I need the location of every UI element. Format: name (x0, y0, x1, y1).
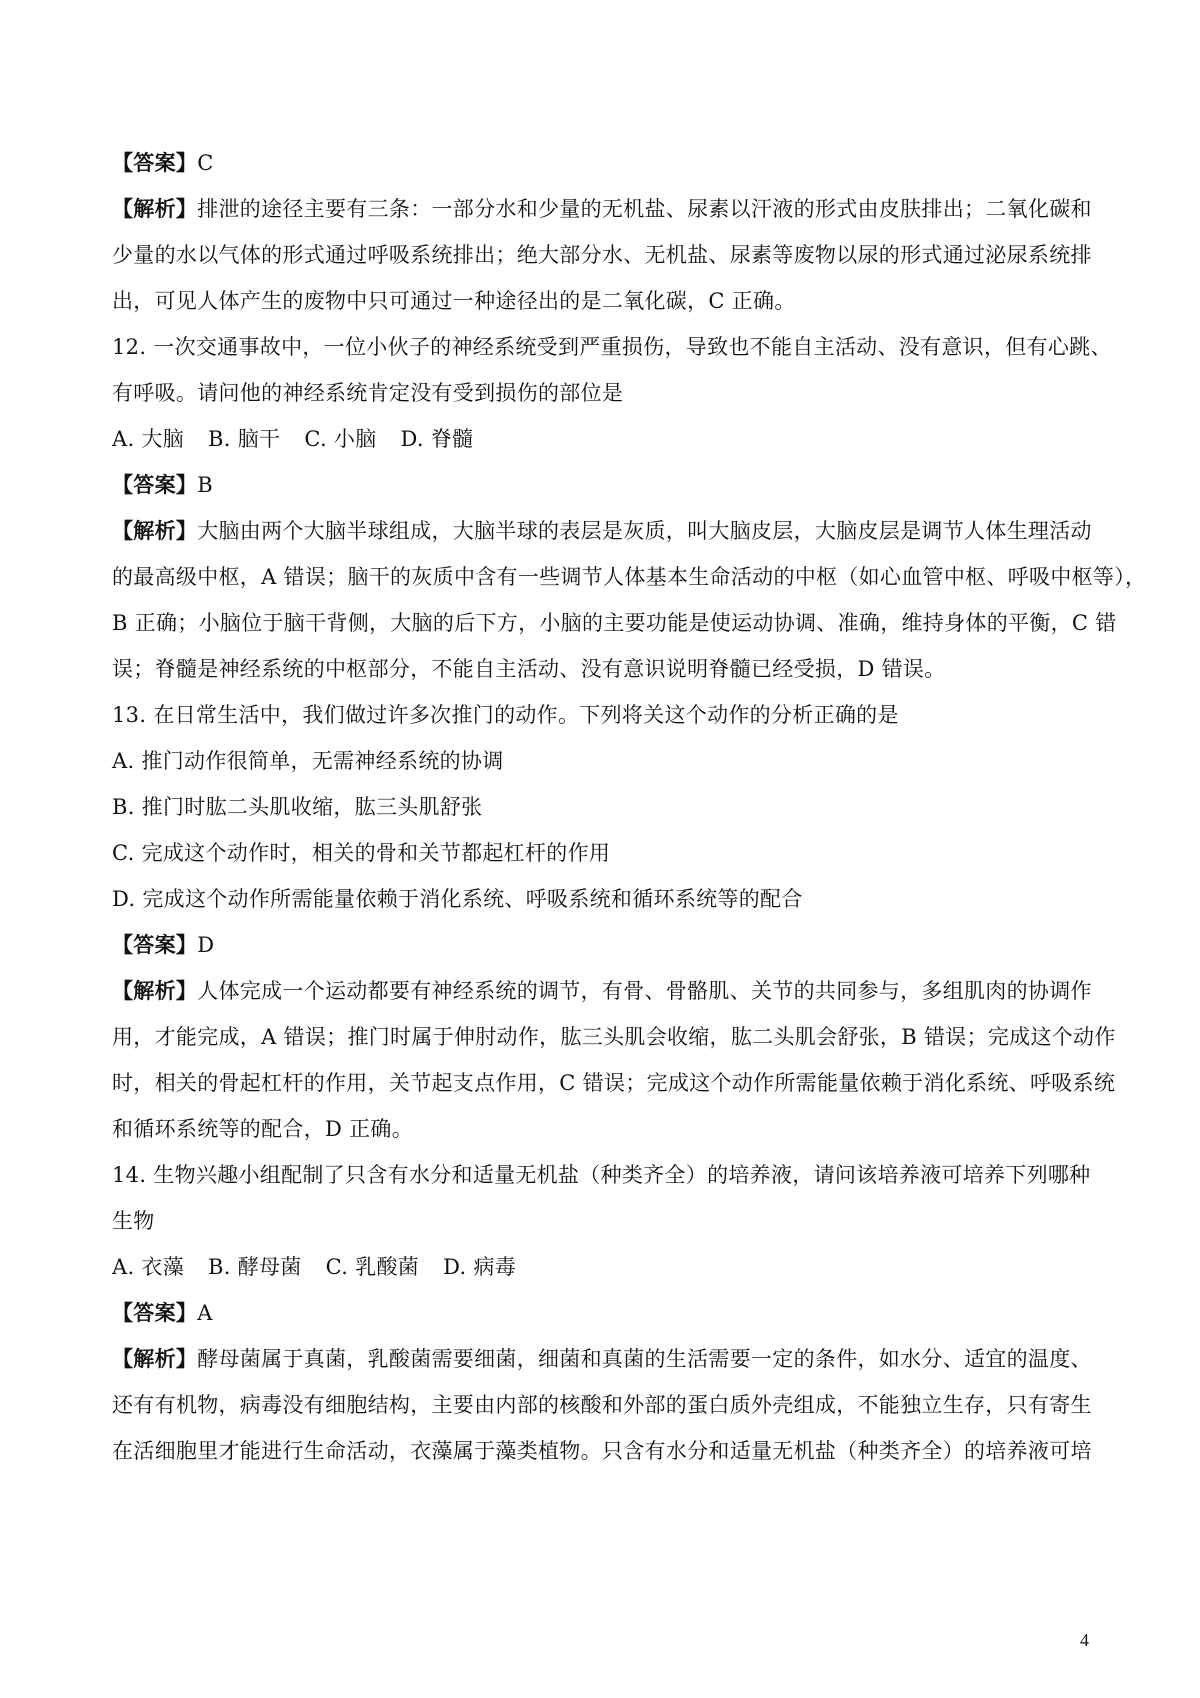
analysis-tag: 【解析】 (112, 196, 198, 221)
analysis-line (112, 1436, 1092, 1482)
analysis-text: 和循环系统等的配合，D 正确。 (112, 1117, 414, 1141)
analysis-tag: 【解析】 (112, 1346, 198, 1371)
analysis-line (112, 562, 1147, 608)
analysis-line (112, 608, 1117, 654)
analysis-tag: 【解析】 (112, 518, 198, 543)
analysis-text: 酵母菌属于真菌，乳酸菌需要细菌，细菌和真菌的生活需要一定的条件，如水分、适宜的温度、 (197, 1347, 1092, 1371)
option-item: D. 病毒 (443, 1255, 517, 1279)
analysis-line (112, 1114, 1092, 1160)
answer-line (112, 930, 1092, 976)
analysis-line (112, 1390, 1092, 1436)
answer-value: B (197, 473, 213, 497)
analysis-text: 误；脊髓是神经系统的中枢部分，不能自主活动、没有意识说明脊髓已经受损，D 错误。 (112, 657, 946, 681)
page-content (112, 148, 1147, 1482)
analysis-line (112, 1022, 1116, 1068)
analysis-text: 时，相关的骨起杠杆的作用，关节起支点作用，C 错误；完成这个动作所需能量依赖于消化系统、呼吸系统 (112, 1071, 1116, 1095)
analysis-text: 排泄的途径主要有三条：一部分水和少量的无机盐、尿素以汗液的形式由皮肤排出；二氧化碳和 (197, 197, 1092, 221)
analysis-text: 的最高级中枢，A 错误；脑干的灰质中含有一些调节人体基本生命活动的中枢（如心血管中枢、呼吸中枢等）， (112, 565, 1147, 589)
analysis-text: B 正确；小脑位于脑干背侧，大脑的后下方，小脑的主要功能是使运动协调、准确，维持身体的平衡，C 错 (112, 611, 1117, 635)
analysis-line (112, 1068, 1116, 1114)
analysis-line (112, 1344, 1092, 1390)
option-item: C. 乳酸菌 (325, 1255, 420, 1279)
option-line: B. 推门时肱二头肌收缩，肱三头肌舒张 (112, 795, 483, 819)
question-line: 13. 在日常生活中，我们做过许多次推门的动作。下列将关这个动作的分析正确的是 (112, 703, 899, 727)
options-row (112, 1252, 1092, 1298)
analysis-line (112, 194, 1092, 240)
question-line: 有呼吸。请问他的神经系统肯定没有受到损伤的部位是 (112, 381, 624, 405)
option-item: A. 衣藻 (112, 1255, 185, 1279)
answer-line (112, 1298, 1092, 1344)
page-number: 4 (1080, 1630, 1089, 1650)
analysis-line (112, 286, 1092, 332)
question-line: 生物 (112, 1209, 155, 1233)
option-line: D. 完成这个动作所需能量依赖于消化系统、呼吸系统和循环系统等的配合 (112, 887, 803, 911)
question-line: 14. 生物兴趣小组配制了只含有水分和适量无机盐（种类齐全）的培养液，请问该培养液可培养下列哪种 (112, 1163, 1091, 1187)
question-line: 12. 一次交通事故中，一位小伙子的神经系统受到严重损伤，导致也不能自主活动、没有意识，但有心跳、 (112, 335, 1112, 359)
analysis-text: 大脑由两个大脑半球组成，大脑半球的表层是灰质，叫大脑皮层，大脑皮层是调节人体生理活动 (197, 519, 1092, 543)
analysis-line (112, 976, 1092, 1022)
option-item: B. 脑干 (208, 427, 281, 451)
analysis-text: 还有有机物，病毒没有细胞结构，主要由内部的核酸和外部的蛋白质外壳组成，不能独立生存，只有寄生 (112, 1393, 1092, 1417)
analysis-text: 用，才能完成，A 错误；推门时属于伸肘动作，肱三头肌会收缩，肱二头肌会舒张，B 错误；完成这个动作 (112, 1025, 1116, 1049)
answer-tag: 【答案】 (112, 150, 198, 175)
analysis-text: 少量的水以气体的形式通过呼吸系统排出；绝大部分水、无机盐、尿素等废物以尿的形式通过泌尿系统排 (112, 243, 1092, 267)
analysis-line (112, 516, 1092, 562)
option-line: A. 推门动作很简单，无需神经系统的协调 (112, 749, 504, 773)
option-item: D. 脊髓 (400, 427, 474, 451)
option-item: B. 酵母菌 (208, 1255, 302, 1279)
analysis-text: 在活细胞里才能进行生命活动，衣藻属于藻类植物。只含有水分和适量无机盐（种类齐全）的培养液可培 (112, 1439, 1092, 1463)
answer-value: D (197, 933, 215, 957)
answer-tag: 【答案】 (112, 472, 198, 497)
analysis-line (112, 240, 1092, 286)
analysis-line (112, 654, 1092, 700)
analysis-text: 人体完成一个运动都要有神经系统的调节，有骨、骨骼肌、关节的共同参与，多组肌肉的协调作 (197, 979, 1092, 1003)
answer-tag: 【答案】 (112, 932, 198, 957)
option-line: C. 完成这个动作时，相关的骨和关节都起杠杆的作用 (112, 841, 611, 865)
option-item: C. 小脑 (304, 427, 377, 451)
analysis-tag: 【解析】 (112, 978, 198, 1003)
analysis-text: 出，可见人体产生的废物中只可通过一种途径出的是二氧化碳，C 正确。 (112, 289, 796, 313)
answer-value: A (197, 1301, 213, 1325)
answer-line (112, 148, 1092, 194)
option-item: A. 大脑 (112, 427, 185, 451)
answer-tag: 【答案】 (112, 1300, 198, 1325)
answer-value: C (197, 151, 214, 175)
answer-line (112, 470, 1092, 516)
options-row (112, 424, 1092, 470)
